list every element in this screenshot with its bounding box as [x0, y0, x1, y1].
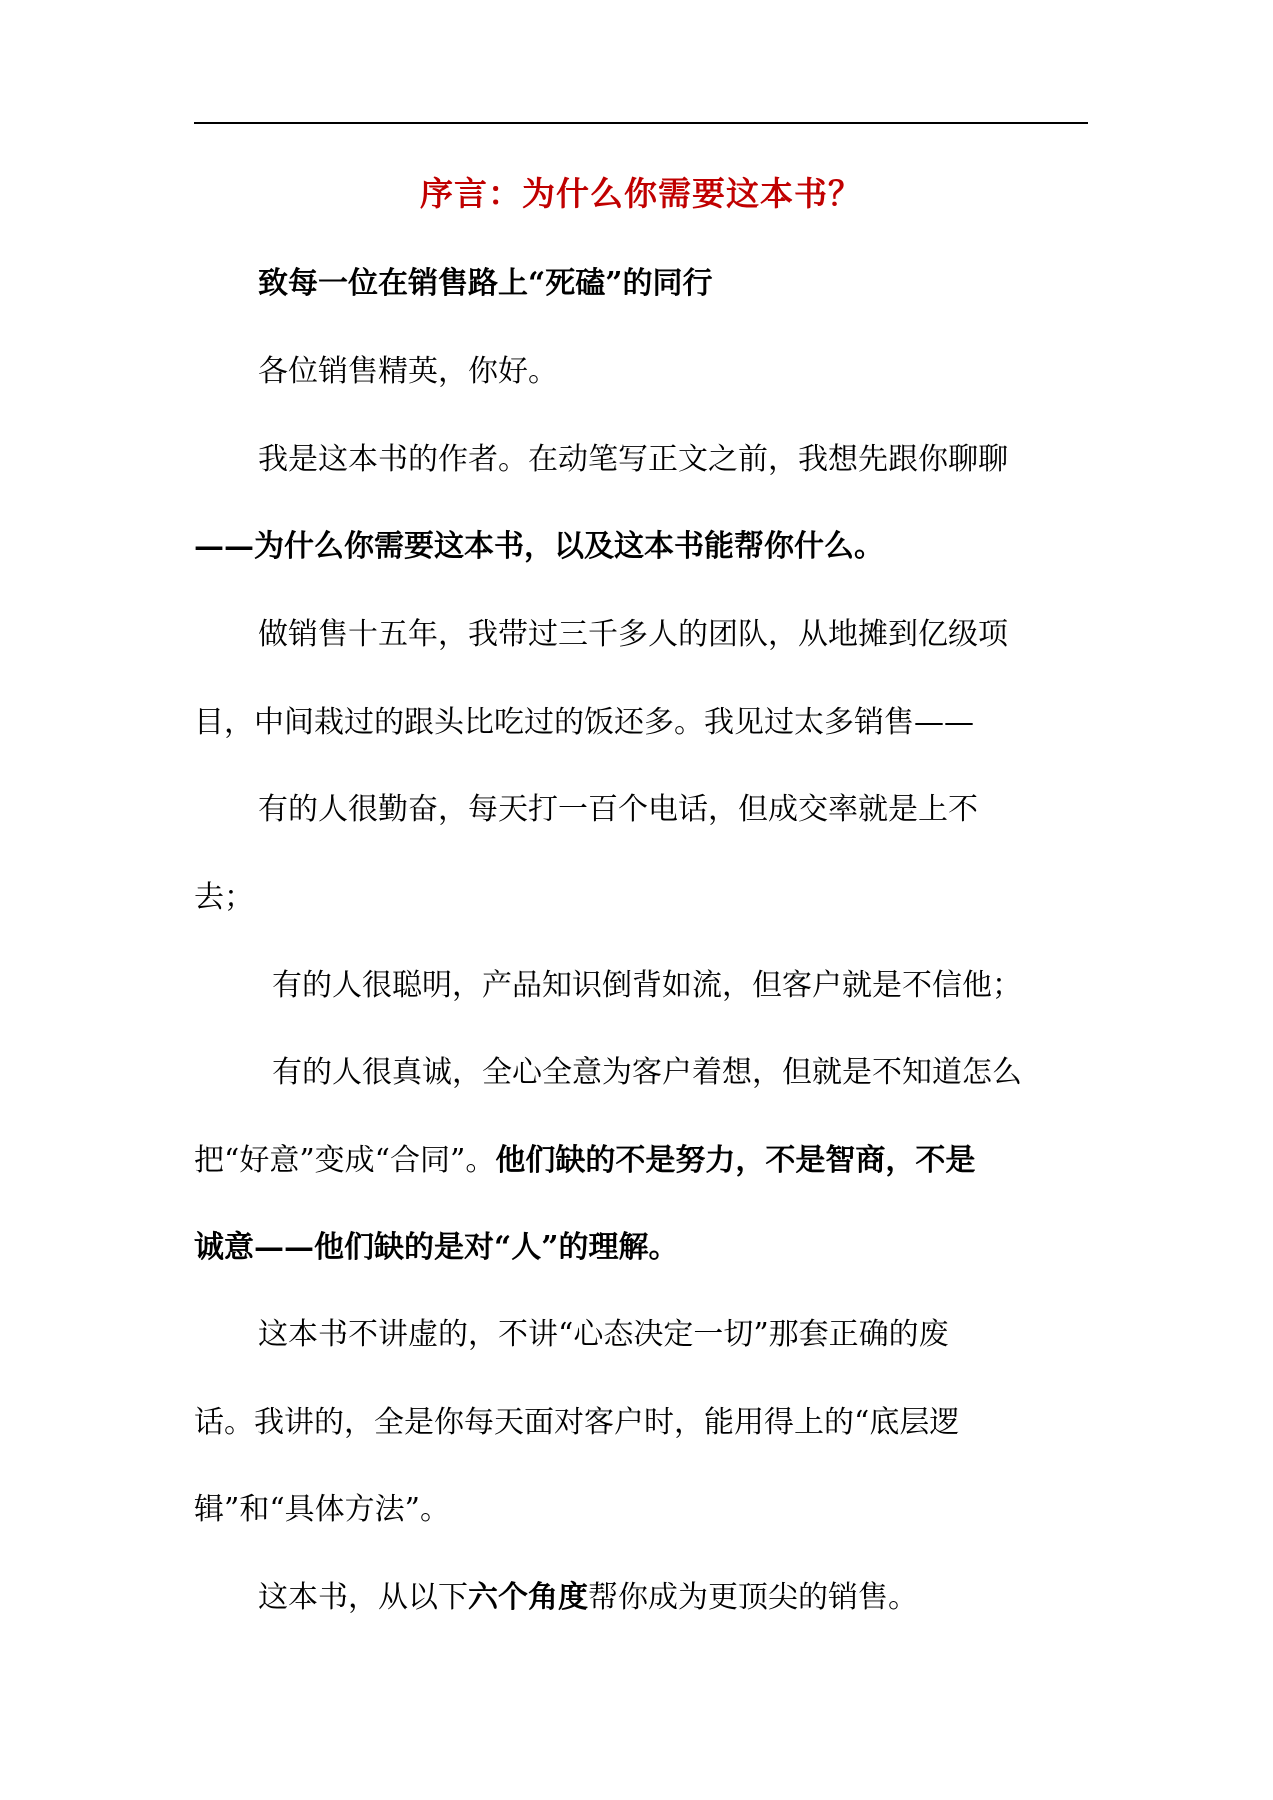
paragraph-3-line-1: 有的人很勤奋，每天打一百个电话，但成交率就是上不 [258, 792, 978, 827]
paragraph-1-line-1: 我是这本书的作者。在动笔写正文之前，我想先跟你聊聊 [258, 442, 1008, 477]
paragraph-6-line-2: 话。我讲的，全是你每天面对客户时，能用得上的“底层逻 [194, 1405, 960, 1440]
paragraph-6-line-1: 这本书不讲虚的，不讲“心态决定一切”那套正确的废 [258, 1317, 949, 1352]
paragraph-3-line-2: 去； [194, 880, 254, 915]
paragraph-7-before: 这本书，从以下 [258, 1580, 468, 1615]
paragraph-5-line-2 [194, 1139, 975, 1183]
paragraph-5-line-2-plain: 把“好意”变成“合同”。 [194, 1143, 496, 1178]
paragraph-6-line-3: 辑”和“具体方法”。 [194, 1492, 451, 1527]
paragraph-5-line-1: 有的人很真诚，全心全意为客户着想，但就是不知道怎么 [272, 1055, 1022, 1090]
greeting: 各位销售精英，你好。 [258, 354, 558, 389]
paragraph-7-bold: 六个角度 [468, 1580, 588, 1615]
paragraph-5-line-3: 诚意——他们缺的是对“人”的理解。 [194, 1230, 679, 1265]
subtitle: 致每一位在销售路上“死磕”的同行 [258, 266, 713, 301]
paragraph-2-line-2: 目，中间栽过的跟头比吃过的饭还多。我见过太多销售—— [194, 705, 974, 740]
paragraph-7-after: 帮你成为更顶尖的销售。 [588, 1580, 918, 1615]
paragraph-2-line-1: 做销售十五年，我带过三千多人的团队，从地摊到亿级项 [258, 617, 1008, 652]
paragraph-7-line-1 [258, 1576, 918, 1620]
paragraph-4-line-1: 有的人很聪明，产品知识倒背如流，但客户就是不信他； [272, 968, 1022, 1003]
header-rule [194, 122, 1088, 124]
chapter-title: 序言：为什么你需要这本书？ [420, 174, 862, 213]
paragraph-1-line-2: ——为什么你需要这本书，以及这本书能帮你什么。 [194, 529, 884, 564]
paragraph-5-line-2-bold: 他们缺的不是努力，不是智商，不是 [495, 1143, 976, 1178]
